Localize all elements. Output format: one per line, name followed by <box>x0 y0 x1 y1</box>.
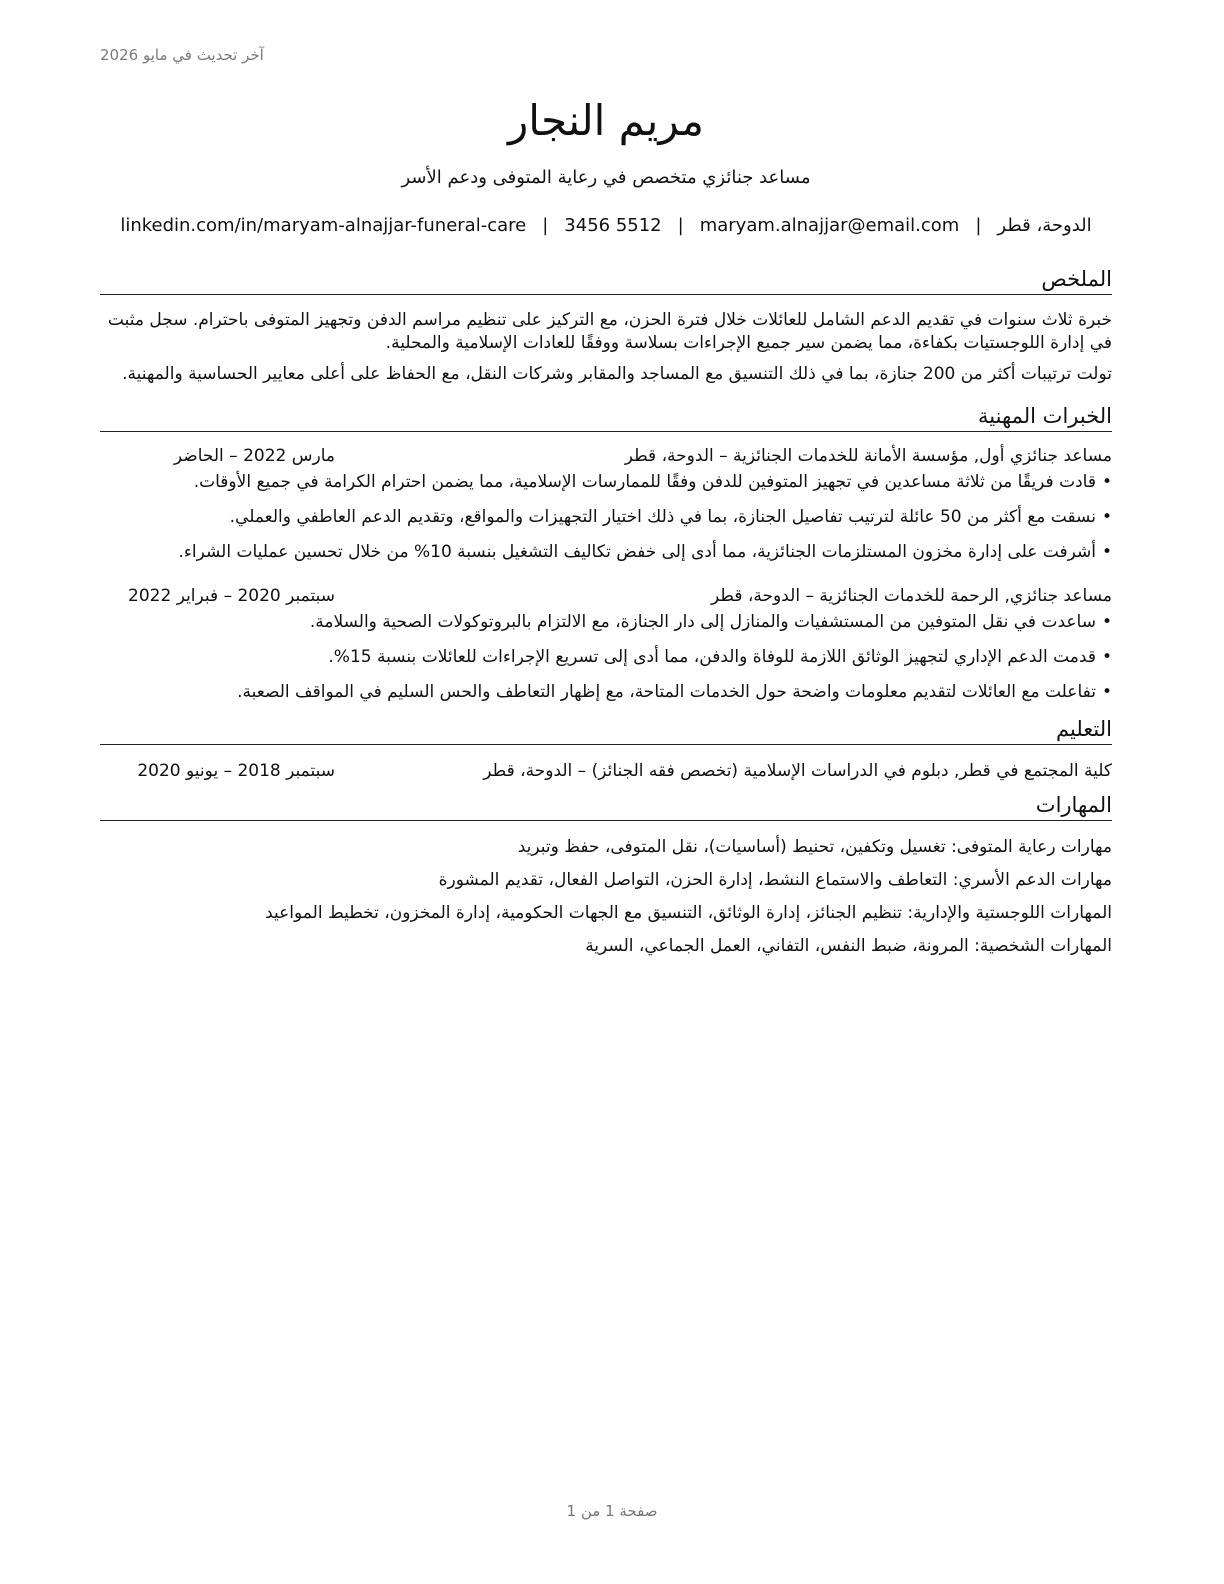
job-bullets <box>100 610 1112 704</box>
contact-line <box>100 214 1112 238</box>
job-header <box>100 584 1112 608</box>
job-bullets <box>100 470 1112 564</box>
skills-heading: المهارات <box>100 791 1112 821</box>
contact-separator: | <box>542 215 549 236</box>
contact-phone: 3456 5512 <box>564 215 662 236</box>
job-bullet: •ساعدت في نقل المتوفين من المستشفيات والمنازل إلى دار الجنازة، مع الالتزام بالبروتوكولات الصحية والسلامة. <box>309 612 1112 632</box>
education-entry <box>100 759 1112 783</box>
skills-line: مهارات رعاية المتوفى: تغسيل وتكفين، تحنيط (أساسيات)، نقل المتوفى، حفظ وتبريد <box>517 837 1112 857</box>
summary-paragraph: تولت ترتيبات أكثر من 200 جنازة، بما في ذلك التنسيق مع المساجد والمقابر وشركات النقل، مع الحفاظ على أعلى معايير الحساسية والمهنية. <box>122 364 1112 384</box>
bullet-icon: • <box>1101 542 1112 562</box>
education-dates: سبتمبر 2018 – يونيو 2020 <box>137 761 335 781</box>
skills-line: مهارات الدعم الأسري: التعاطف والاستماع النشط، إدارة الحزن، التواصل الفعال، تقديم المشورة <box>438 870 1112 890</box>
contact-separator: | <box>975 215 982 236</box>
job-header <box>100 444 1112 468</box>
page-number: صفحة 1 من 1 <box>566 1502 658 1520</box>
experience-section <box>100 402 1112 704</box>
contact-separator: | <box>677 215 684 236</box>
job-bullet: •أشرفت على إدارة مخزون المستلزمات الجنائزية، مما أدى إلى خفض تكاليف التشغيل بنسبة 10% من خلال تحسين عمليات الشراء. <box>178 542 1112 562</box>
bullet-icon: • <box>1101 682 1112 702</box>
job-role: مساعد جنائزي أول, مؤسسة الأمانة للخدمات الجنائزية – الدوحة، قطر <box>624 446 1112 466</box>
job-bullet: •نسقت مع أكثر من 50 عائلة لترتيب تفاصيل الجنازة، بما في ذلك اختيار التجهيزات والمواقع، وتقديم الدعم العاطفي والعملي. <box>229 507 1112 527</box>
skills-line: المهارات اللوجستية والإدارية: تنظيم الجنائز، إدارة الوثائق، التنسيق مع الجهات الحكومية، إدارة المخزون، تخطيط المواعيد <box>265 903 1112 923</box>
summary-heading: الملخص <box>100 265 1112 295</box>
job-role: مساعد جنائزي, الرحمة للخدمات الجنائزية – الدوحة، قطر <box>711 586 1112 606</box>
education-section <box>100 715 1112 783</box>
bullet-icon: • <box>1101 647 1112 667</box>
summary-section <box>100 265 1112 386</box>
summary-paragraph: خبرة ثلاث سنوات في تقديم الدعم الشامل للعائلات خلال فترة الحزن، مع التركيز على تنظيم مراسم الدفن وتجهيز المتوفى باحترام. سجل مثبت في إدارة اللوجستيات بكفاءة، مما يضمن سير جميع الإجراءات بسلاسة ووفقًا للعادات الإسلامية والمحلية. <box>107 310 1112 353</box>
contact-linkedin[interactable]: linkedin.com/in/maryam-alnajjar-funeral-care <box>120 215 527 236</box>
education-heading: التعليم <box>100 715 1112 745</box>
job-dates: مارس 2022 – الحاضر <box>173 446 335 466</box>
skills-line: المهارات الشخصية: المرونة، ضبط النفس، التفاني، العمل الجماعي، السرية <box>585 936 1112 956</box>
education-institution: كلية المجتمع في قطر, دبلوم في الدراسات الإسلامية (تخصص فقه الجنائز) – الدوحة، قطر <box>483 761 1112 781</box>
bullet-icon: • <box>1101 612 1112 632</box>
candidate-name: مريم النجار <box>508 96 704 145</box>
job-dates: سبتمبر 2020 – فبراير 2022 <box>128 586 335 606</box>
contact-email[interactable]: maryam.alnajjar@email.com <box>699 215 960 236</box>
job-bullet: •تفاعلت مع العائلات لتقديم معلومات واضحة حول الخدمات المتاحة، مع إظهار التعاطف والحس السليم في المواقف الصعبة. <box>237 682 1112 702</box>
candidate-title: مساعد جنائزي متخصص في رعاية المتوفى ودعم الأسر <box>401 167 811 188</box>
skills-section <box>100 791 1112 958</box>
job-entry <box>100 584 1112 704</box>
bullet-icon: • <box>1101 507 1112 527</box>
last-updated: آخر تحديث في مايو 2026 <box>100 46 264 64</box>
job-bullet: •قدمت الدعم الإداري لتجهيز الوثائق اللازمة للوفاة والدفن، مما أدى إلى تسريع الإجراءات للعائلات بنسبة 15%. <box>328 647 1112 667</box>
job-entry <box>100 444 1112 564</box>
experience-heading: الخبرات المهنية <box>100 402 1112 432</box>
contact-location: الدوحة، قطر <box>997 215 1092 236</box>
resume-page <box>100 90 1112 958</box>
bullet-icon: • <box>1101 472 1112 492</box>
job-bullet: •قادت فريقًا من ثلاثة مساعدين في تجهيز المتوفين للدفن وفقًا للممارسات الإسلامية، مما يضمن احترام الكرامة في جميع الأوقات. <box>193 472 1112 492</box>
